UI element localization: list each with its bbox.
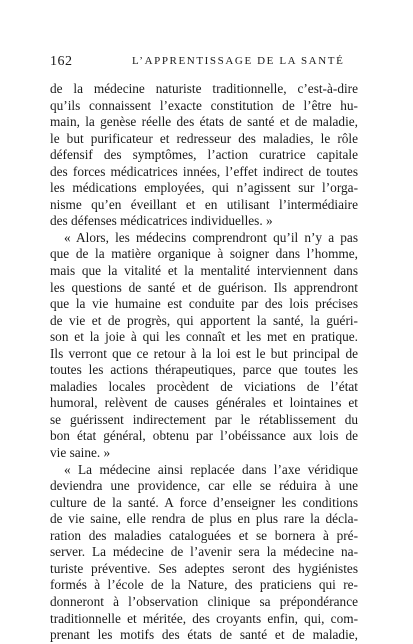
text-line: de la médecine naturiste traditionnelle, c’est-à-dire [50, 81, 358, 96]
text-line: server. La médecine de l’avenir sera la médecine na- [50, 544, 358, 560]
text-line: maladies locales procèdent de viciations de l’état [50, 378, 358, 394]
text-line: traditionnelle et méritée, des croyants enfin, qui, com- [50, 610, 358, 626]
text-line: toutes les actions thérapeutiques, parce que toutes les [50, 362, 358, 378]
page-header [50, 54, 358, 70]
text-line: le but purificateur et redresseur des maladies, le rôle [50, 130, 358, 146]
body-text [50, 81, 358, 644]
text-line: culture de la santé. A force d’enseigner les conditions [50, 494, 358, 510]
text-line: de vie saine, elle rendra de plus en plus rare la décla- [50, 511, 358, 527]
text-line: donneront à l’observation clinique sa prépondérance [50, 593, 358, 609]
text-line: les médications employées, qui n’agissent sur l’orga- [50, 180, 358, 196]
running-head: L’APPRENTISSAGE DE LA SANTÉ [132, 55, 345, 67]
text-line: des forces médicatrices innées, l’effet indirect de toutes [50, 163, 358, 179]
page-number: 162 [50, 54, 73, 69]
text-line: Ils verront que ce retour à la loi est le but principal de [50, 345, 358, 361]
text-line: ration des maladies cataloguées et se bornera à pré- [50, 527, 358, 543]
text-line: nisme qu’en éveillant et en utilisant l’intermédiaire [50, 196, 358, 212]
text-line: vie saine. » [50, 445, 111, 461]
text-line: que de la matière organique à soigner dans l’homme, [50, 246, 358, 262]
text-line: des défenses médicatrices individuelles. » [50, 213, 273, 229]
text-line: mais que la vitalité et la mentalité interviennent dans [50, 263, 358, 279]
text-line: turiste préventive. Ses adeptes seront des hygiénistes [50, 560, 358, 576]
text-line: les questions de santé et de guérison. Ils apprendront [50, 279, 358, 295]
text-line: son et la joie à qui les connaît et les met en pratique. [50, 329, 358, 345]
text-line: se guérissent indirectement par le rétablissement du [50, 411, 358, 427]
text-line: de vie et de progrès, qui apportent la santé, la guéri- [50, 312, 358, 328]
text-line: « La médecine ainsi replacée dans l’axe véridique [64, 461, 358, 477]
text-line: prenant les motifs des états de santé et de maladie, [50, 627, 358, 643]
text-line: formés à l’école de la Nature, des praticiens qui re- [50, 577, 358, 593]
text-line: « Alors, les médecins comprendront qu’il n’y a pas [64, 229, 358, 245]
text-line: qu’ils connaissent l’exacte constitution de l’être hu- [50, 97, 358, 113]
text-line: deviendra une providence, car elle se réduira à une [50, 478, 358, 494]
text-line: bon état général, obtenu par l’obéissance aux lois de [50, 428, 358, 444]
text-line: défensif des symptômes, l’action curatrice capitale [50, 147, 358, 163]
text-line: humoral, relèvent de causes générales et lointaines et [50, 395, 358, 411]
text-line: main, la genèse réelle des états de santé et de maladie, [50, 114, 358, 130]
text-line: que la vie humaine est conduite par des lois précises [50, 296, 358, 312]
